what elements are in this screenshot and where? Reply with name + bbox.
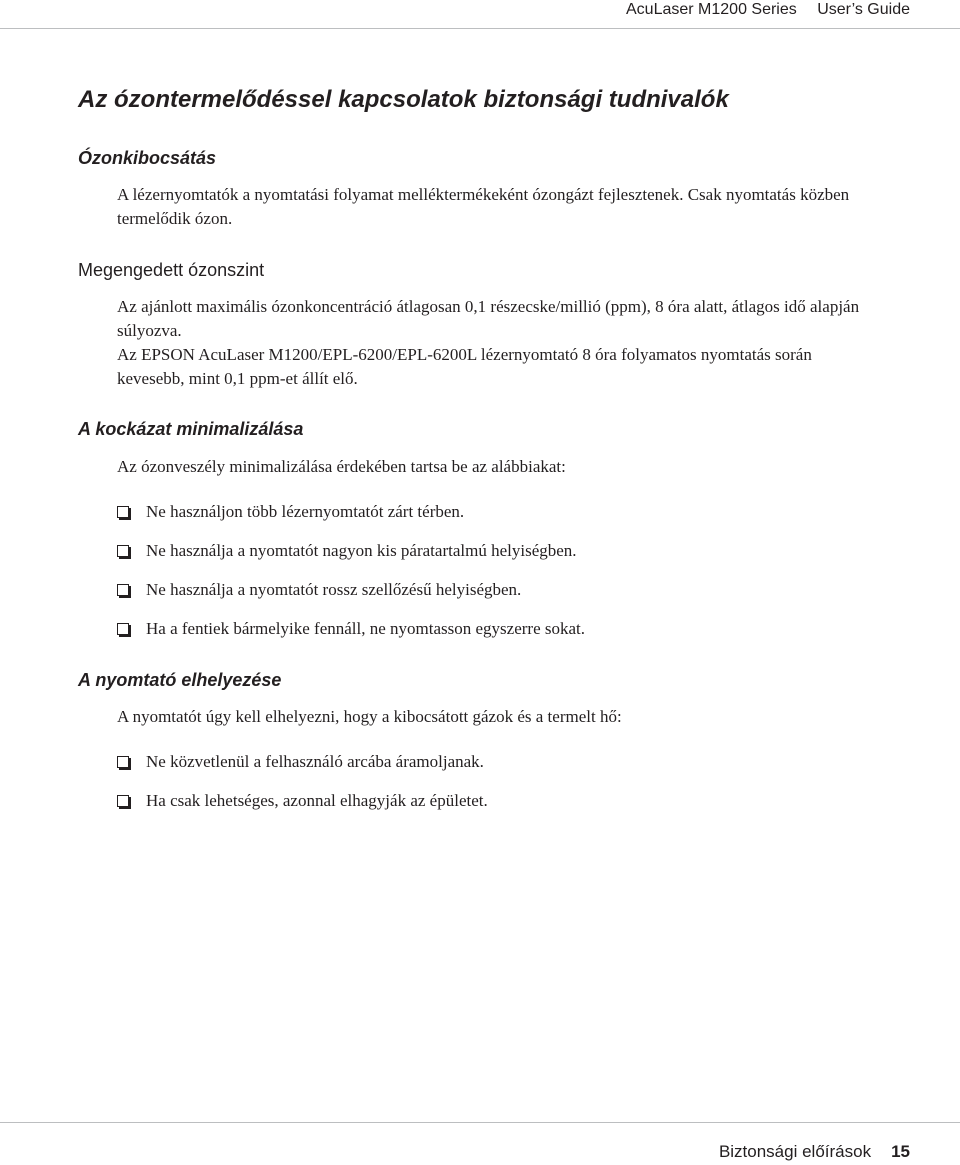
header-guide: User’s Guide [817,1,910,18]
page-title: Az ózontermelődéssel kapcsolatok biztonsági tudnivalók [78,86,729,113]
checkbox-bullet-icon [117,506,129,518]
checkbox-bullet-icon [117,545,129,557]
section-paragraph: Az EPSON AcuLaser M1200/EPL-6200/EPL-6200L lézernyomtató 8 óra folyamatos nyomtatás során kevesebb, mint 0,1 ppm-et állít elő. [117,345,812,388]
footer-section: Biztonsági előírások [718,1142,872,1161]
section-heading-printer-placement: A nyomtató elhelyezése [78,670,282,690]
section-heading-allowed-ozone-level: Megengedett ózonszint [78,260,265,280]
list-item: Ha csak lehetséges, azonnal elhagyják az épületet. [117,789,488,813]
checkbox-bullet-icon [117,623,129,635]
list-item: Ha a fentiek bármelyike fennáll, ne nyomtasson egyszerre sokat. [117,617,585,641]
checkbox-bullet-icon [117,584,129,596]
header-product: AcuLaser M1200 Series [626,1,797,18]
list-item: Ne használja a nyomtatót rossz szellőzésű helyiségben. [117,578,585,602]
section-heading-ozone-emission: Ózonkibocsátás [78,148,217,168]
running-footer [719,1141,910,1163]
list-item: Ne közvetlenül a felhasználó arcába áramoljanak. [117,750,488,774]
section-paragraph: Az ajánlott maximális ózonkoncentráció átlagosan 0,1 részecske/millió (ppm), 8 óra alatt, átlagos idő alapján súlyozva. [117,297,860,340]
placement-checklist [117,750,488,813]
checkbox-bullet-icon [117,756,129,768]
risk-checklist [117,500,585,641]
section-paragraph: Az ózonveszély minimalizálása érdekében tartsa be az alábbiakat: [117,457,566,476]
checkbox-bullet-icon [117,795,129,807]
list-item: Ne használjon több lézernyomtatót zárt térben. [117,500,585,524]
section-paragraph: A lézernyomtatók a nyomtatási folyamat melléktermékeként ózongázt fejlesztenek. Csak nyomtatás közben termelődik ózon. [117,185,850,228]
section-paragraph: A nyomtatót úgy kell elhelyezni, hogy a kibocsátott gázok és a termelt hő: [117,707,622,726]
header-divider [0,28,960,29]
page-number: 15 [891,1142,910,1161]
footer-divider [0,1122,960,1123]
section-heading-risk-minimization: A kockázat minimalizálása [78,419,304,439]
running-header [610,0,910,20]
list-item: Ne használja a nyomtatót nagyon kis páratartalmú helyiségben. [117,539,585,563]
